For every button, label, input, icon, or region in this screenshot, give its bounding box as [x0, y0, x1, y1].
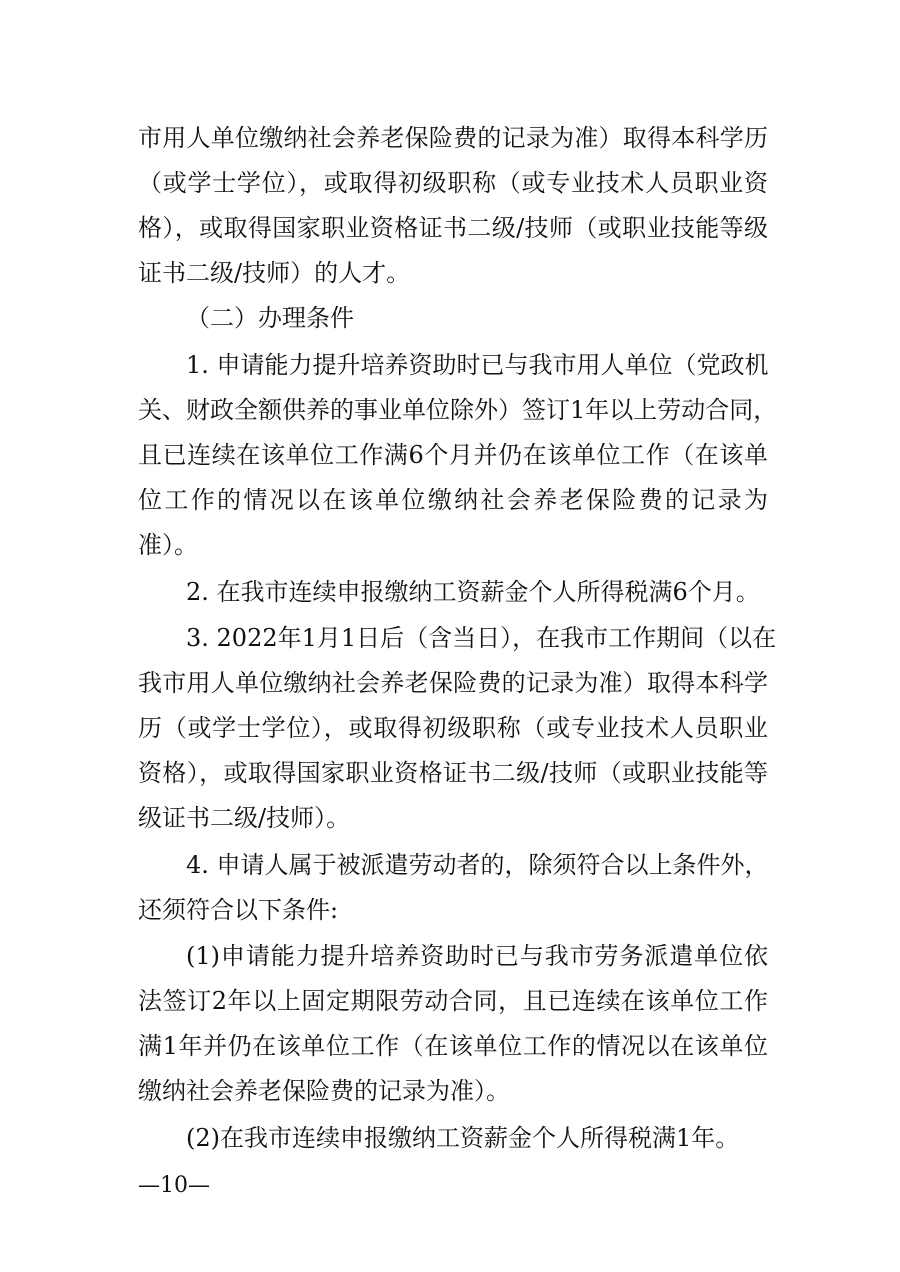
- text-line: 历（或学士学位），或取得初级职称（或专业技术人员职业: [138, 714, 768, 742]
- text-line: 关、财政全额供养的事业单位除外）签订1年以上劳动合同，: [138, 396, 778, 424]
- section-heading: （二）办理条件: [186, 304, 354, 332]
- text-line: 级证书二级/技师）。: [138, 804, 351, 832]
- text-line: 位工作的情况以在该单位缴纳社会养老保险费的记录为: [138, 486, 768, 514]
- text-line: 2. 在我市连续申报缴纳工资薪金个人所得税满6个月。: [186, 578, 760, 606]
- page-number: —10—: [138, 1173, 210, 1198]
- text-line: 还须符合以下条件:: [138, 896, 339, 924]
- text-line: 资格），或取得国家职业资格证书二级/技师（或职业技能等: [138, 759, 768, 787]
- text-line: 3. 2022年1月1日后（含当日），在我市工作期间（以在: [186, 624, 777, 652]
- text-line: （或学士学位），或取得初级职称（或专业技术人员职业资: [138, 169, 768, 197]
- text-line: (1)申请能力提升培养资助时已与我市劳务派遣单位依: [186, 942, 768, 970]
- text-line: 1. 申请能力提升培养资助时已与我市用人单位（党政机: [186, 351, 769, 379]
- text-line: 格），或取得国家职业资格证书二级/技师（或职业技能等级: [138, 214, 768, 242]
- text-line: 市用人单位缴纳社会养老保险费的记录为准）取得本科学历: [138, 124, 768, 152]
- text-line: 4. 申请人属于被派遣劳动者的，除须符合以上条件外，: [186, 851, 769, 879]
- text-line: 满1年并仍在该单位工作（在该单位工作的情况以在该单位: [138, 1032, 768, 1060]
- text-line: 证书二级/技师）的人才。: [138, 259, 411, 287]
- text-line: 法签订2年以上固定期限劳动合同，且已连续在该单位工作: [138, 987, 768, 1015]
- text-line: 缴纳社会养老保险费的记录为准）。: [138, 1077, 510, 1105]
- text-line: 准）。: [138, 531, 198, 559]
- text-line: (2)在我市连续申报缴纳工资薪金个人所得税满1年。: [186, 1124, 740, 1152]
- text-line: 我市用人单位缴纳社会养老保险费的记录为准）取得本科学: [138, 669, 768, 697]
- text-line: 且已连续在该单位工作满6个月并仍在该单位工作（在该单: [138, 441, 768, 469]
